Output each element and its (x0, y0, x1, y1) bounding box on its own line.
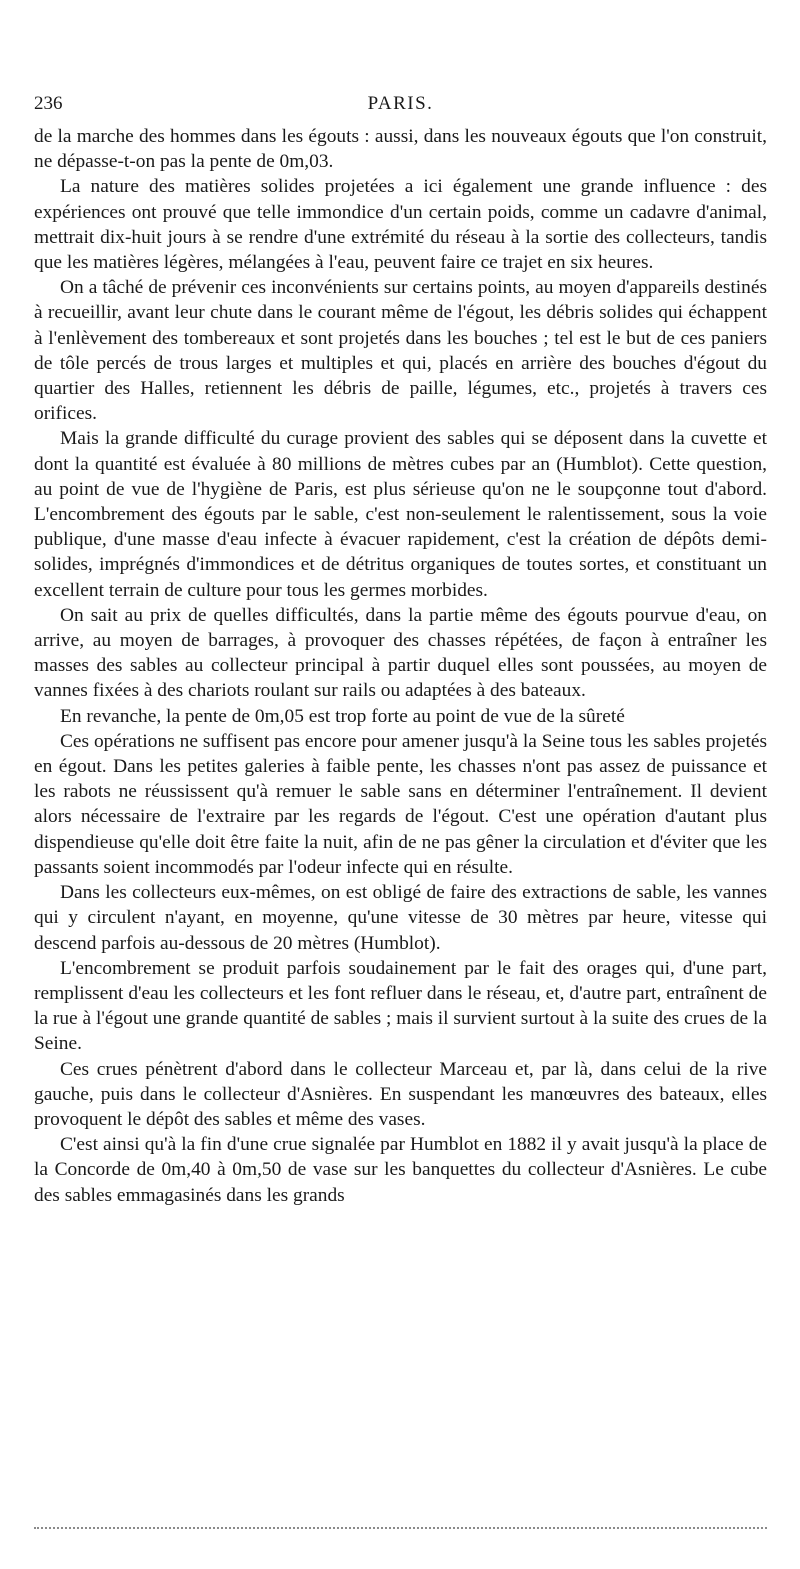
paragraph: Ces crues pénètrent d'abord dans le collecteur Marceau et, par là, dans celui de la rive gauche, puis dans le collecteur d'Asnières. En suspendant les manœuvres des bateaux, elles provoquent le dépôt des sables et même des vases. (34, 1058, 767, 1130)
paragraph: Ces opérations ne suffisent pas encore pour amener jusqu'à la Seine tous les sables projetés en égout. Dans les petites galeries à faible pente, les chasses n'ont pas assez de puissance et les rabots ne réussissent qu'à remuer le sable sans en déterminer l'entraînement. Il devient alors nécessaire de l'extraire par les regards de l'égout. C'est une opération d'autant plus dispendieuse qu'elle doit être faite la nuit, afin de ne pas gêner la circulation et d'éviter que les passants soient incommodés par l'odeur infecte qui en résulte. (34, 730, 767, 878)
paragraph: C'est ainsi qu'à la fin d'une crue signalée par Humblot en 1882 il y avait jusqu'à la place de la Concorde de 0m,40 à 0m,50 de vase sur les banquettes du collecteur d'Asnières. Le cube des sables emmagasinés dans les grands (34, 1134, 767, 1206)
paragraph: L'encombrement se produit parfois soudainement par le fait des orages qui, d'une part, remplissent d'eau les collecteurs et les font refluer dans le réseau, et, d'autre part, entraînent de la rue à l'égout une grande quantité de sables ; mais il survient surtout à la suite des crues de la Seine. (34, 957, 767, 1055)
body-text (34, 124, 767, 1208)
footer-dotted-rule (34, 1527, 767, 1529)
paragraph: La nature des matières solides projetées a ici également une grande influence : des expériences ont prouvé que telle immondice d'un certain poids, comme un cadavre d'animal, mettrait dix-huit jours à se rendre d'une extrémité du réseau à la sortie des collecteurs, tandis que les matières légères, mélangées à l'eau, peuvent faire ce trajet en six heures. (34, 176, 767, 274)
paragraph: de la marche des hommes dans les égouts : aussi, dans les nouveaux égouts que l'on construit, ne dépasse-t-on pas la pente de 0m,03. (34, 126, 767, 173)
paragraph: En revanche, la pente de 0m,05 est trop forte au point de vue de la sûreté (60, 705, 625, 727)
running-title: PARIS. (367, 93, 434, 114)
paragraph: On a tâché de prévenir ces inconvénients sur certains points, au moyen d'appareils destinés à recueillir, avant leur chute dans le courant même de l'égout, les débris solides qui échappent à l'enlèvement des tombereaux et sont projetés dans les bouches ; tel est le but de ces paniers de tôle percés de trous larges et multiples et qui, placés en arrière des bouches d'égout du quartier des Halles, retiennent les débris de paille, légumes, etc., projetés à travers ces orifices. (34, 277, 767, 425)
paragraph: Dans les collecteurs eux-mêmes, on est obligé de faire des extractions de sable, les vannes qui y circulent n'ayant, en moyenne, qu'une vitesse de 30 mètres par heure, vitesse qui descend parfois au-dessous de 20 mètres (Humblot). (34, 882, 767, 954)
page-number: 236 (34, 93, 63, 114)
paragraph: On sait au prix de quelles difficultés, dans la partie même des égouts pourvue d'eau, on arrive, au moyen de barrages, à provoquer des chasses répétées, de façon à entraîner les masses des sables au collecteur principal à partir duquel elles sont poussées, au moyen de vannes fixées à des chariots roulant sur rails ou adaptées à des bateaux. (34, 604, 767, 702)
paragraph: Mais la grande difficulté du curage provient des sables qui se déposent dans la cuvette et dont la quantité est évaluée à 80 millions de mètres cubes par an (Humblot). Cette question, au point de vue de l'hygiène de Paris, est plus sérieuse qu'on ne le soupçonne tout d'abord. L'encombrement des égouts par le sable, c'est non-seulement le ralentissement, sous la voie publique, d'une masse d'eau infecte à évacuer rapidement, c'est la création de dépôts demi-solides, imprégnés d'immondices et de détritus organiques de toutes sortes, et constituant un excellent terrain de culture pour tous les germes morbides. (34, 428, 767, 601)
page-header (34, 93, 767, 123)
